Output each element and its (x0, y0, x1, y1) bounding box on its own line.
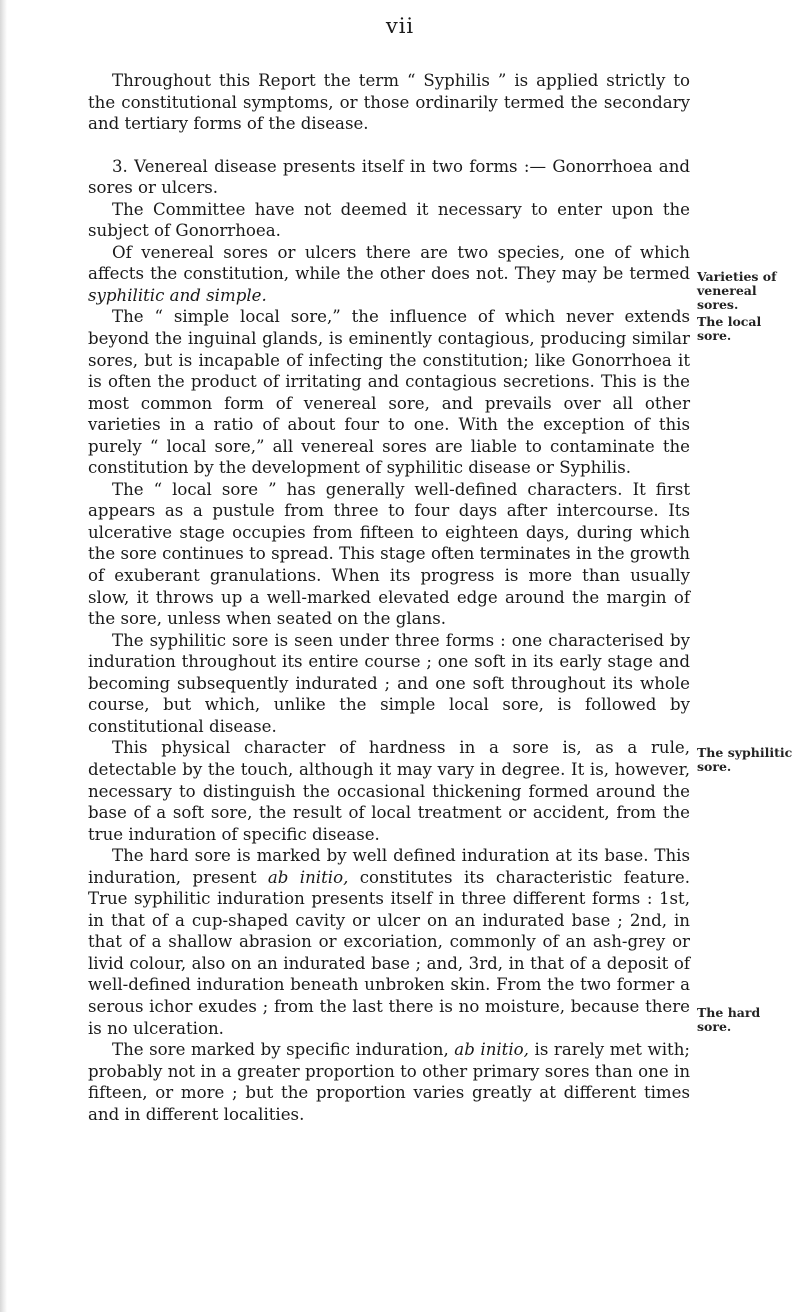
italic-and: and (169, 285, 201, 305)
italic-ab-initio: ab initio, (267, 867, 349, 887)
paragraph-two-species-text: Of venereal sores or ulcers there are two species, one of which affects the constitution, while the other does not. They may be termed (88, 242, 690, 284)
margin-note-varieties: Varieties of venereal sores. (697, 269, 777, 312)
paragraph-two-species (88, 242, 690, 307)
paragraph-hard-sore (88, 845, 690, 1039)
italic-simple: simple. (206, 285, 267, 305)
paragraph-syphilis-term: Throughout this Report the term “ Syphilis ” is applied strictly to the constitutional symptoms, or those ordinarily termed the secondary and tertiary forms of the disease. (88, 71, 690, 134)
paragraph-syphilitic-sore-forms: The syphilitic sore is seen under three forms : one characterised by induration throughout its entire course ; one soft in its early stage and becoming subsequently indurated ; and one soft throughout its whole course, but which, unlike the simple local sore, is followed by constitutional disease. (88, 630, 690, 736)
margin-note-hard-sore: The hard sore. (697, 1005, 761, 1034)
paragraph-hardness: This physical character of hardness in a sore is, as a rule, detectable by the touch, although it may vary in degree. It is, however, necessary to distinguish the occasional thickening formed around the base of a soft sore, the result of local treatment or accident, from the true induration of specific disease. (88, 738, 690, 844)
paragraph-two-forms: 3. Venereal disease presents itself in two forms :— Gonorrhoea and sores or ulcers. (88, 156, 690, 198)
page-number: vii (385, 14, 415, 38)
paragraph-gonorrhoea: The Committee have not deemed it necessary to enter upon the subject of Gonorrhoea. (88, 199, 690, 241)
italic-ab-initio: ab initio, (454, 1040, 529, 1060)
report-text (88, 70, 690, 1125)
margin-note-local-sore: The local sore. (697, 314, 762, 343)
paragraph-hard-sore-text-a: The hard sore is marked by well defined induration at its base. This induration, present (88, 846, 690, 887)
italic-syphilitic: syphilitic (88, 285, 165, 305)
margin-note-syphilitic-sore: The syphilitic sore. (697, 745, 793, 774)
paragraph-hard-sore-text-b: constitutes its characteristic feature. True syphilitic induration presents itself in three different forms : 1st, in that of a cup-shaped cavity or ulcer on an indurated base ; 2nd, in that of a shallow abrasion or excoriation, commonly of an ash-grey or livid colour, also on an indurated base ; and, 3rd, in that of a deposit of well-defined induration beneath unbroken skin. From the two former a serous ichor exudes ; from the last there is no moisture, because there is no ulceration. (88, 867, 690, 1038)
page-edge-shadow (0, 0, 7, 1312)
paragraph-simple-local-sore: The “ simple local sore,” the influence of which never extends beyond the inguinal glands, is eminently contagious, producing similar sores, but is incapable of infecting the constitution; like Gonorrhoea it is often the product of irritating and contagious secretions. This is the most common form of venereal sore, and prevails over all other varieties in a ratio of about four to one. With the exception of this purely “ local sore,” all venereal sores are liable to contaminate the constitution by the development of syphilitic disease or Syphilis. (88, 307, 690, 478)
paragraph-specific-induration (88, 1039, 690, 1125)
paragraph-specific-induration-text-a: The sore marked by specific induration, (112, 1040, 449, 1060)
paragraph-specific-induration-text-b: is rarely met with; probably not in a greater proportion to other primary sores than one in fifteen, or more ; but the proportion varies greatly at different times and in different localities. (88, 1040, 690, 1124)
paragraph-local-sore-characters: The “ local sore ” has generally well-defined characters. It first appears as a pustule from three to four days after intercourse. Its ulcerative stage occupies from fifteen to eighteen days, during which the sore continues to spread. This stage often terminates in the growth of exuberant granulations. When its progress is more than usually slow, it throws up a well-marked elevated edge around the margin of the sore, unless when seated on the glans. (88, 479, 690, 629)
